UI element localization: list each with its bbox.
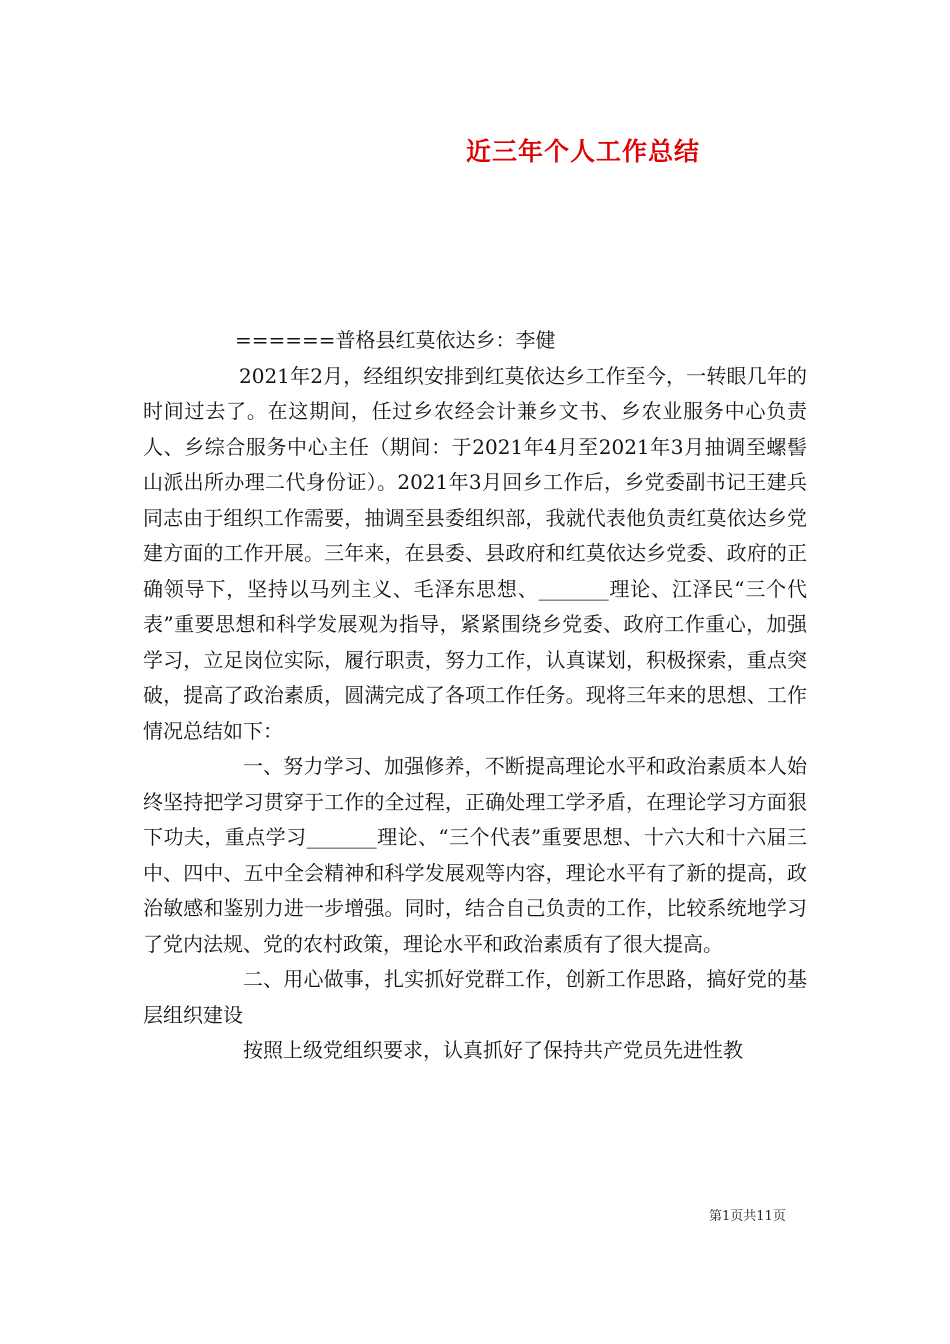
author-line: ======普格县红莫依达乡：李健 xyxy=(235,328,556,352)
paragraph-section-2-body: 按照上级党组织要求，认真抓好了保持共产党员先进性教 xyxy=(243,1038,743,1062)
document-body xyxy=(143,323,807,1069)
document-title: 近三年个人工作总结 xyxy=(465,137,700,166)
paragraph-section-2-heading: 二、用心做事，扎实抓好党群工作，创新工作思路，搞好党的基层组织建设 xyxy=(143,967,807,1027)
page-footer: 第1页共11页 xyxy=(709,1209,786,1224)
paragraph-intro: 2021年2月，经组织安排到红莫依达乡工作至今，一转眼几年的时间过去了。在这期间，任过乡农经会计兼乡文书、乡农业服务中心负责人、乡综合服务中心主任（期间：于2021年4月至2021年3月抽调至螺髻山派出所办理二代身份证）。2021年3月回乡工作后，乡党委副书记王建兵同志由于组织工作需要，抽调至县委组织部，我就代表他负责红莫依达乡党建方面的工作开展。三年来，在县委、县政府和红莫依达乡党委、政府的正确领导下，坚持以马列主义、毛泽东思想、_______理论、江泽民“三个代表”重要思想和科学发展观为指导，紧紧围绕乡党委、政府工作重心，加强学习，立足岗位实际，履行职责，努力工作，认真谋划，积极探索，重点突破，提高了政治素质，圆满完成了各项工作任务。现将三年来的思想、工作情况总结如下： xyxy=(143,363,807,743)
paragraph-section-1: 一、努力学习、加强修养，不断提高理论水平和政治素质本人始终坚持把学习贯穿于工作的全过程，正确处理工学矛盾，在理论学习方面狠下功夫，重点学习_______理论、“三个代表”重要思想、十六大和十六届三中、四中、五中全会精神和科学发展观等内容，理论水平有了新的提高，政治敏感和鉴别力进一步增强。同时，结合自己负责的工作，比较系统地学习了党内法规、党的农村政策，理论水平和政治素质有了很大提高。 xyxy=(143,754,807,956)
